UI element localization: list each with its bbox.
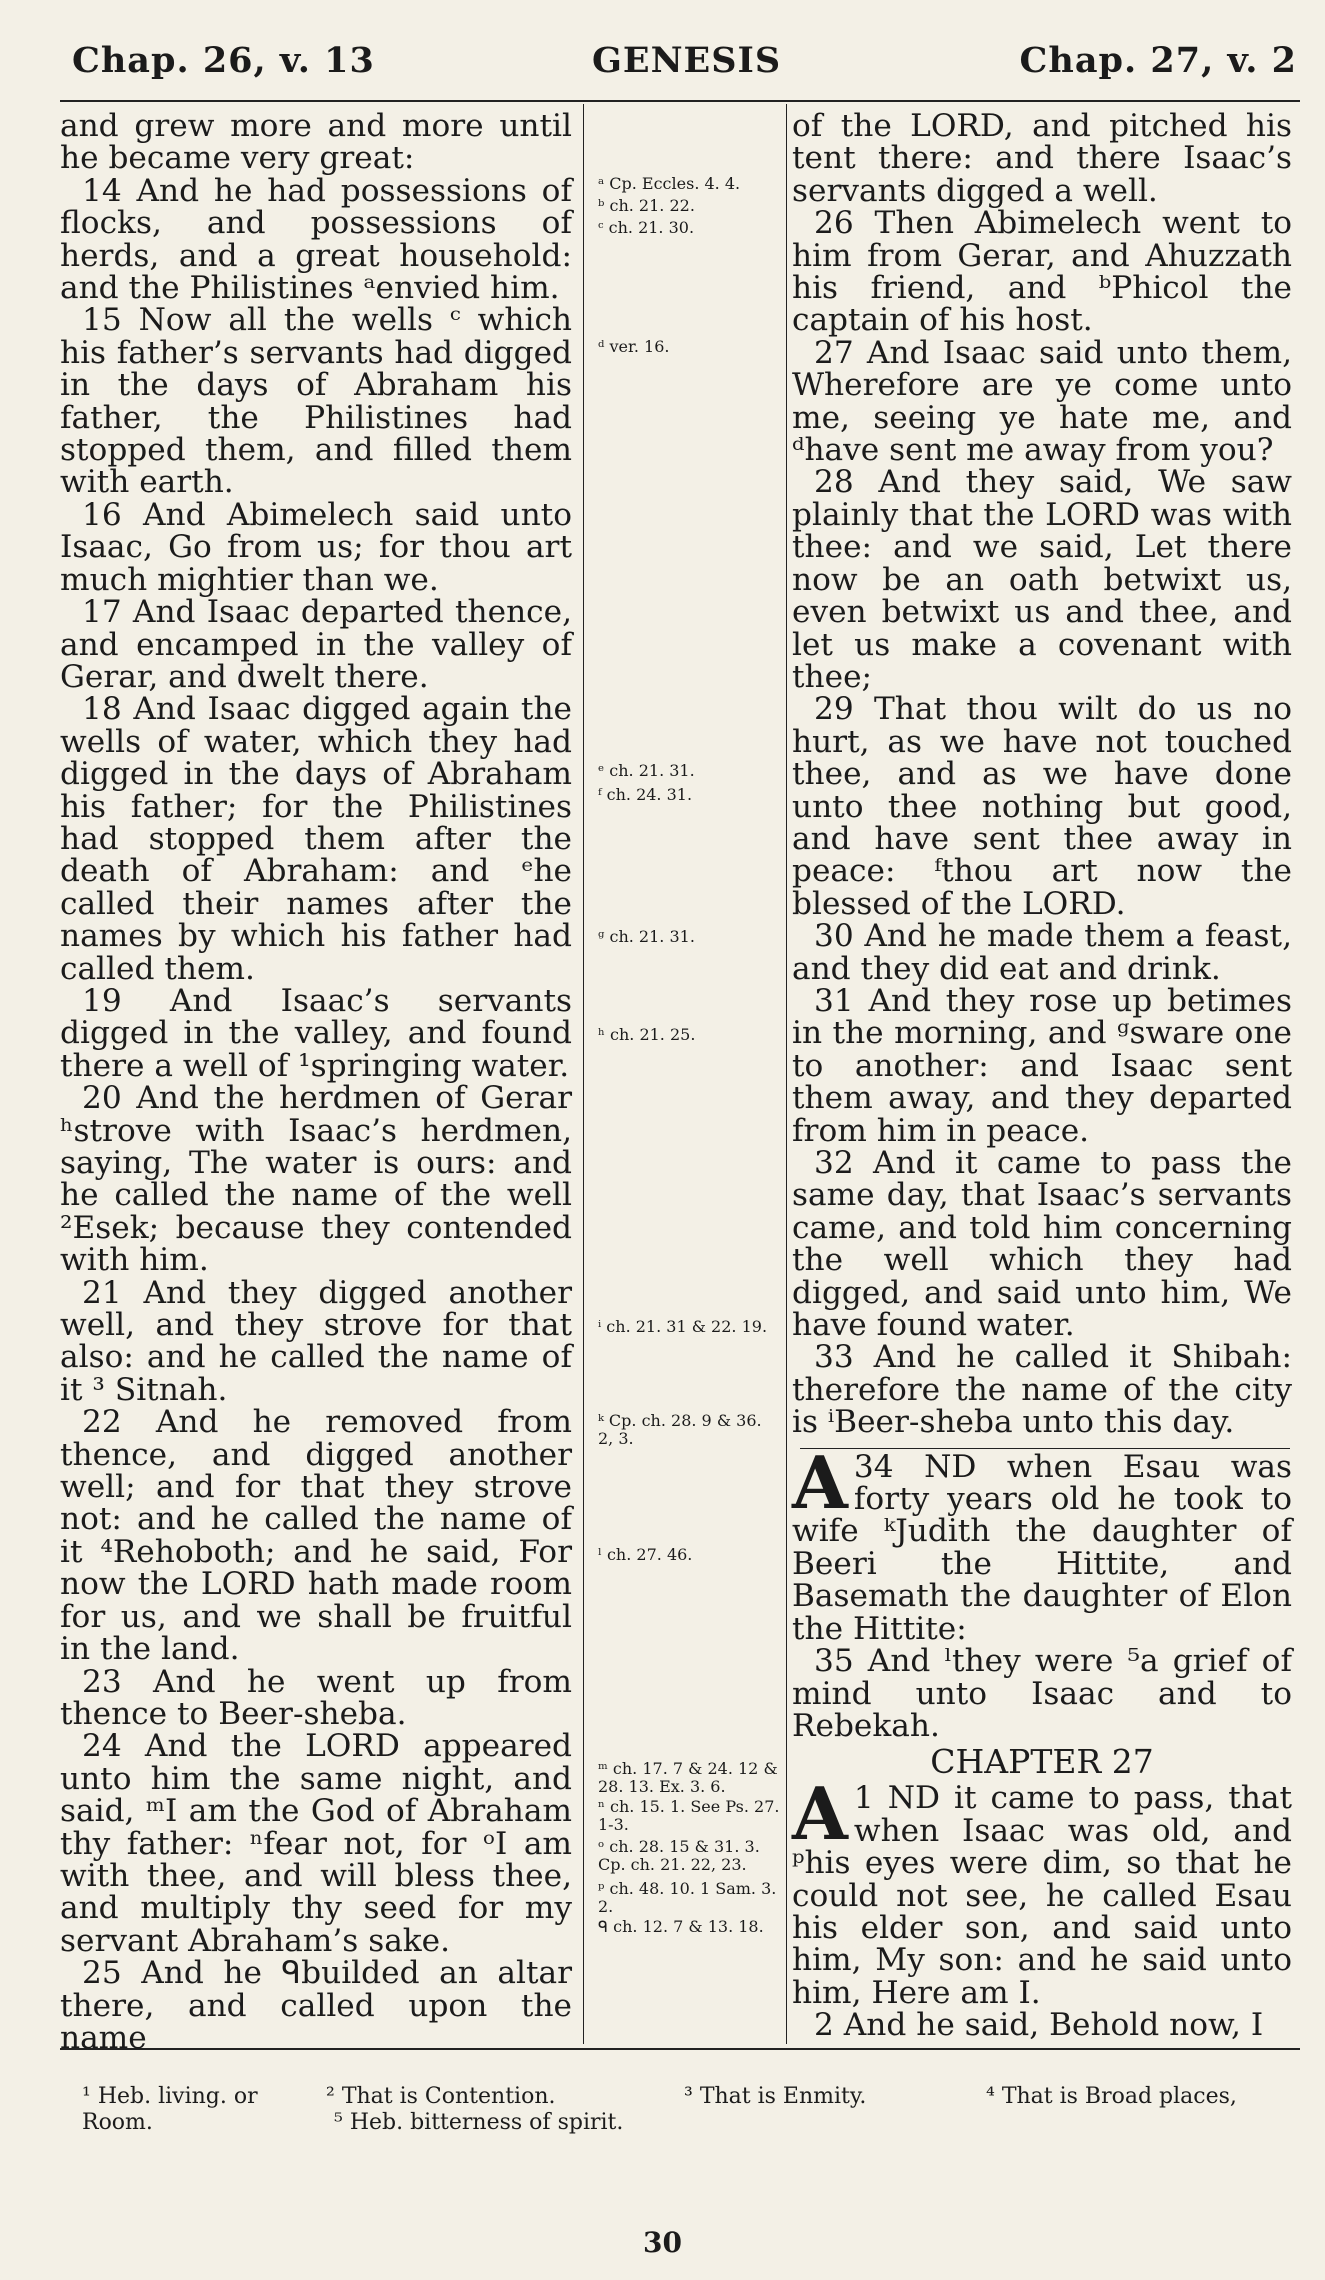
- cross-reference: ᵍ ch. 21. 31.: [598, 927, 695, 946]
- right-text-column: [792, 110, 1292, 2042]
- verse-32: 32 And it came to pass the same day, that Isaac’s servants came, and told him concerning the well which they had digged, and said unto him, We have found water.: [792, 1145, 1292, 1344]
- verse-16: 16 And Abimelech said unto Isaac, Go from us; for thou art much mightier than we.: [60, 496, 572, 598]
- verse-14: 14 And he had possessions of flocks, and possessions of herds, and a great household: and the Philistines ᵃenvied him.: [60, 172, 572, 307]
- verse-25: 25 And he ᑫbuilded an altar there, and called upon the name: [60, 1955, 572, 2056]
- cross-reference: ˡ ch. 27. 46.: [598, 1545, 693, 1564]
- cross-reference: ᵈ ver. 16.: [598, 337, 670, 356]
- chapter-27-verse-2: 2 And he said, Behold now, I: [814, 2007, 1264, 2044]
- verse-13-cont: and grew more and more until he became very great:: [60, 108, 572, 177]
- cross-reference: ᵉ ch. 21. 31.: [598, 761, 695, 780]
- verse-28: 28 And they said, We saw plainly that the LORD was with thee: and we said, Let there now be an oath betwixt us, even betwixt us and thee, and let us make a covenant with thee;: [792, 464, 1292, 695]
- cross-reference: ᵃ Cp. Eccles. 4. 4.: [598, 174, 741, 193]
- cross-reference: ʰ ch. 21. 25.: [598, 1025, 696, 1044]
- column-divider-right: [786, 104, 787, 2044]
- verse-26: 26 Then Abimelech went to him from Gerar, and Ahuzzath his friend, and ᵇPhicol the captain of his host.: [792, 205, 1292, 339]
- drop-cap-34: A: [792, 1439, 848, 1525]
- chapter-heading: CHAPTER 27: [930, 1742, 1154, 1782]
- header-right: Chap. 27, v. 2: [1019, 40, 1297, 81]
- cross-reference-column: [598, 110, 780, 2060]
- cross-reference: ᵏ Cp. ch. 28. 9 & 36. 2, 3.: [598, 1411, 762, 1448]
- chapter-27-verse-1: [792, 1771, 1292, 2011]
- cross-reference: ᵐ ch. 17. 7 & 24. 12 & 28. 13. Ex. 3. 6.: [598, 1759, 778, 1796]
- left-text-column: [60, 110, 572, 2054]
- cross-reference: ⁱ ch. 21. 31 & 22. 19.: [598, 1317, 768, 1336]
- cross-reference: ᵒ ch. 28. 15 & 31. 3. Cp. ch. 21. 22, 23.: [598, 1837, 760, 1874]
- verse-35: 35 And ˡthey were ⁵a grief of mind unto Isaac and to Rebekah.: [792, 1643, 1292, 1744]
- verse-33: 33 And he called it Shibah: therefore the name of the city is ⁱBeer-sheba unto this day.: [792, 1339, 1292, 1441]
- footnote-1: ¹ Heb. living. or Room.: [82, 2084, 258, 2135]
- cross-reference: ᵇ ch. 21. 22.: [598, 196, 695, 215]
- verse-30: 30 And he made them a feast, and they did eat and drink.: [792, 918, 1292, 987]
- cross-reference: ᑫ ch. 12. 7 & 13. 18.: [598, 1917, 764, 1936]
- verse-23: 23 And he went up from thence to Beer-sheba.: [60, 1663, 572, 1732]
- header-rule: [60, 100, 1300, 102]
- verse-19: 19 And Isaac’s servants digged in the valley, and found there a well of ¹springing water.: [60, 982, 572, 1084]
- verse-17: 17 And Isaac departed thence, and encamped in the valley of Gerar, and dwelt there.: [60, 594, 572, 695]
- verse-18: 18 And Isaac digged again the wells of water, which they had digged in the days of Abraham his father; for the Philistines had stopped them after the death of Abraham: and ᵉhe called their names after the names by which his father had called them.: [60, 691, 572, 987]
- page-number: 30: [643, 2226, 682, 2259]
- header-book-title: GENESIS: [592, 40, 782, 81]
- footnote-3: ³ That is Enmity.: [684, 2084, 867, 2109]
- column-divider-left: [583, 104, 584, 2044]
- verse-15: 15 Now all the wells ᶜ which his father’s servants had digged in the days of Abraham his father, the Philistines had stopped them, and filled them with earth.: [60, 302, 572, 501]
- verse-1-number: 1: [853, 1780, 874, 1817]
- running-header: [72, 40, 1297, 100]
- verse-22: 22 And he removed from thence, and digged another well; and for that they strove not: and he called the name of it ⁴Rehoboth; and he said, For now the LORD hath made room for us, and we shall be fruitful in the land.: [60, 1404, 572, 1668]
- cross-reference: ⁿ ch. 15. 1. See Ps. 27. 1-3.: [598, 1797, 780, 1834]
- verse-27: 27 And Isaac said unto them, Wherefore are ye come unto me, seeing ye hate me, and ᵈhave sent me away from you?: [792, 334, 1292, 469]
- verse-29: 29 That thou wilt do us no hurt, as we have not touched thee, and as we have done unto thee nothing but good, and have sent thee away in peace: ᶠthou art now the blessed of the LORD.: [792, 691, 1292, 922]
- footnote-4: ⁴ That is Broad places,: [986, 2084, 1237, 2109]
- cross-reference: ᶜ ch. 21. 30.: [598, 218, 695, 237]
- cross-reference: ᶠ ch. 24. 31.: [598, 785, 693, 804]
- footnote-2: ² That is Contention.: [326, 2084, 556, 2109]
- drop-cap-1: A: [792, 1771, 848, 1857]
- verse-25-cont: of the LORD, and pitched his tent there: and there Isaac’s servants digged a well.: [792, 108, 1292, 209]
- cross-reference: ᵖ ch. 48. 10. 1 Sam. 3. 2.: [598, 1879, 777, 1916]
- footnote-5: ⁵ Heb. bitterness of spirit.: [334, 2110, 624, 2135]
- verse-24: 24 And the LORD appeared unto him the same night, and said, ᵐI am the God of Abraham thy father: ⁿfear not, for ᵒI am with thee, and will bless thee, and multiply thy seed for my servant Abraham’s sake.: [60, 1728, 572, 1959]
- header-left: Chap. 26, v. 13: [72, 40, 375, 81]
- verse-31: 31 And they rose up betimes in the morning, and ᵍsware one to another: and Isaac sent them away, and they departed from him in peace.: [792, 982, 1292, 1149]
- verse-34-number: 34: [853, 1448, 894, 1485]
- verse-21: 21 And they digged another well, and they strove for that also: and he called the name of it ³ Sitnah.: [60, 1274, 572, 1408]
- verse-34-text: ND when Esau was forty years old he took to wife ᵏJudith the daughter of Beeri the Hittite, and Basemath the daughter of Elon the Hittite:: [792, 1448, 1292, 1647]
- verse-20: 20 And the herdmen of Gerar ʰstrove with Isaac’s herdmen, saying, The water is ours: and he called the name of the well ²Esek; because they contended with him.: [60, 1080, 572, 1279]
- verse-34: [792, 1439, 1292, 1647]
- verse-1-text: ND it came to pass, that when Isaac was old, and ᵖhis eyes were dim, so that he could not see, he called Esau his elder son, and said unto him, My son: and he said unto him, Here am I.: [792, 1780, 1292, 2011]
